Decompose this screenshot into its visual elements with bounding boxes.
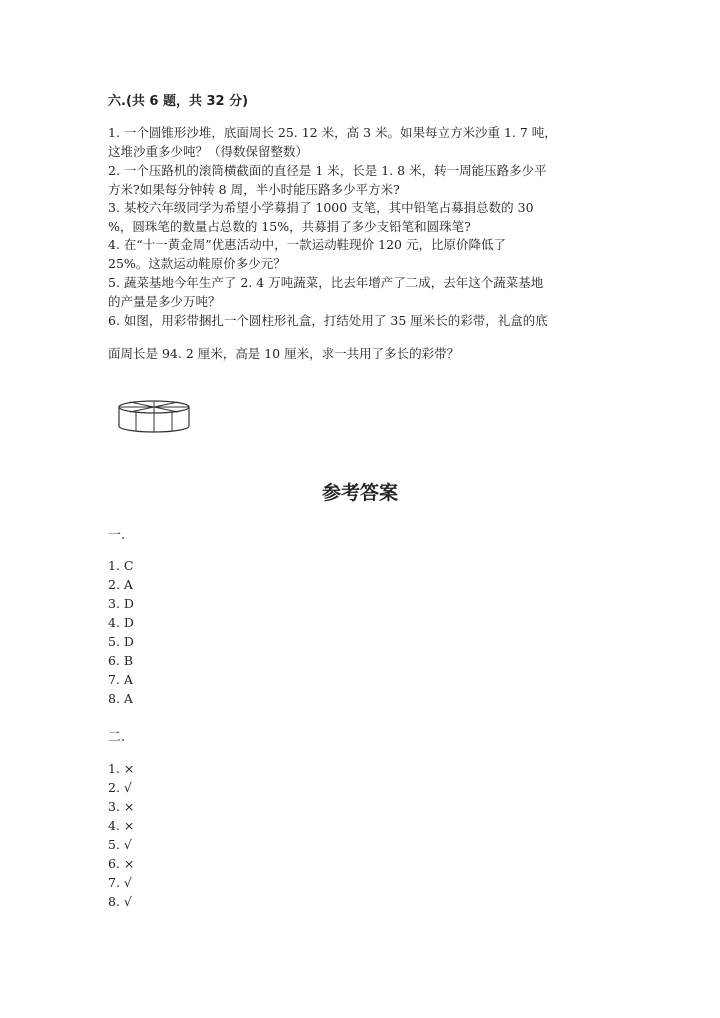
answer-item: 6. B <box>108 653 134 668</box>
question-6-line-2: 面周长是 94. 2 厘米，高是 10 厘米，求一共用了多长的彩带？ <box>108 346 460 361</box>
answer-item: 3. D <box>108 596 134 611</box>
answer-item: 8. A <box>108 691 133 706</box>
answer-part-2-list <box>108 759 134 911</box>
answer-part-2-heading: 二. <box>108 730 126 745</box>
question-4 <box>108 236 618 273</box>
question-1-line-2: 这堆沙重多少吨？（得数保留整数） <box>108 143 309 159</box>
question-3 <box>108 199 618 236</box>
answer-part-1-heading: 一. <box>108 528 126 543</box>
question-1-line-1: 1. 一个圆锥形沙堆，底面周长 25. 12 米，高 3 米。如果每立方米沙重 1. 7 吨， <box>108 125 557 140</box>
question-2 <box>108 162 618 199</box>
answer-item: 4. × <box>108 818 135 833</box>
answer-item: 4. D <box>108 615 134 630</box>
answer-item: 1. × <box>108 761 135 776</box>
question-5 <box>108 274 618 311</box>
answer-key-title: 参考答案 <box>321 482 398 504</box>
question-4-line-1: 4. 在“十一黄金周”优惠活动中，一款运动鞋现价 120 元，比原价降低了 <box>108 237 506 252</box>
answer-item: 6. × <box>108 856 135 871</box>
question-5-line-1: 5. 蔬菜基地今年生产了 2. 4 万吨蔬菜，比去年增产了二成，去年这个蔬菜基地 <box>108 275 544 290</box>
answer-item: 3. × <box>108 799 135 814</box>
answer-item: 1. C <box>108 558 134 573</box>
question-2-line-2: 方米?如果每分钟转 8 周，半小时能压路多少平方米? <box>108 181 400 197</box>
question-1 <box>108 124 618 161</box>
answer-part-1-list <box>108 556 134 708</box>
answer-item: 7. A <box>108 672 133 687</box>
cylinder-ribbon-icon <box>116 398 192 434</box>
question-5-line-2: 的产量是多少万吨？ <box>108 293 221 309</box>
question-3-line-1: 3. 某校六年级同学为希望小学募捐了 1000 支笔，其中铅笔占募捐总数的 30 <box>108 200 534 215</box>
question-3-line-2: %，圆珠笔的数量占总数的 15%，共募捐了多少支铅笔和圆珠笔? <box>108 218 471 234</box>
answer-item: 7. √ <box>108 875 132 890</box>
question-6 <box>108 312 618 331</box>
answer-item: 8. √ <box>108 894 132 909</box>
question-4-line-2: 25%。这款运动鞋原价多少元？ <box>108 255 286 271</box>
answer-item: 5. √ <box>108 837 132 852</box>
answer-item: 5. D <box>108 634 134 649</box>
answer-item: 2. A <box>108 577 133 592</box>
cylinder-gift-box-figure <box>116 398 192 437</box>
answer-item: 2. √ <box>108 780 132 795</box>
section-6-heading: 六.(共 6 题，共 32 分) <box>108 94 249 109</box>
question-2-line-1: 2. 一个压路机的滚筒横截面的直径是 1 米，长是 1. 8 米，转一周能压路多少平 <box>108 163 547 178</box>
question-6-line-1: 6. 如图，用彩带捆扎一个圆柱形礼盒，打结处用了 35 厘米长的彩带，礼盒的底 <box>108 313 548 328</box>
